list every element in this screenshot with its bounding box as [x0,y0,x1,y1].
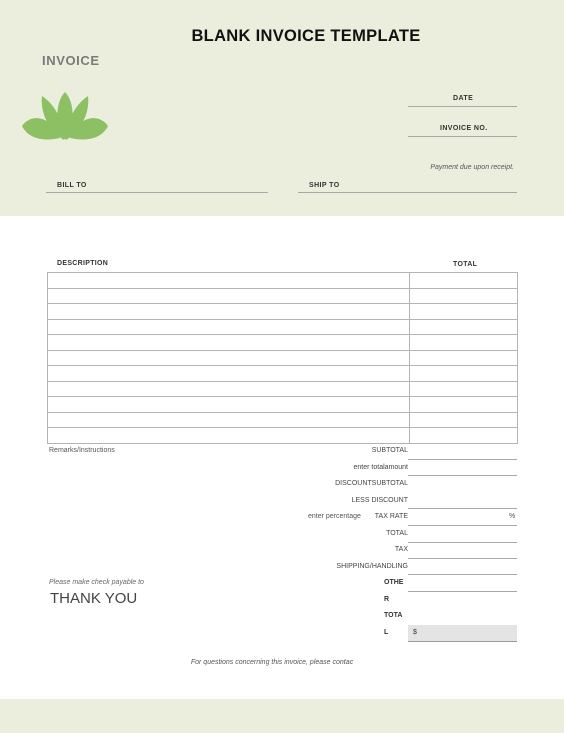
description-cell[interactable] [48,288,410,304]
grand-total-field[interactable] [408,625,517,642]
total-cell[interactable] [410,273,518,289]
footer-note: For questions concerning this invoice, please contac [190,659,354,666]
currency-symbol: $ [413,629,417,636]
description-cell[interactable] [48,350,410,366]
less-discount-label: LESS DISCOUNT [351,497,408,504]
description-header: DESCRIPTION [57,260,109,267]
tax-rate-label: TAX RATE [374,513,408,520]
line-items-table [47,272,518,444]
table-row [48,366,518,382]
remarks-label: Remarks/Instructions [49,447,115,454]
description-cell[interactable] [48,412,410,428]
total-cell[interactable] [410,397,518,413]
description-cell[interactable] [48,381,410,397]
bill-to-field[interactable] [46,192,268,193]
total-label: TOTAL [386,530,408,537]
date-field[interactable] [408,106,517,107]
bill-to-label: BILL TO [57,182,87,189]
shipping-label: SHIPPING/HANDLING [336,563,408,570]
shipping-field[interactable] [408,574,517,575]
discount-subtotal-field[interactable] [408,475,517,476]
table-row [48,350,518,366]
grand-total-label-line1: TOTA [384,612,403,619]
description-cell[interactable] [48,397,410,413]
less-discount-field[interactable] [408,508,517,509]
total-cell[interactable] [410,350,518,366]
grand-total-label-line2: L [384,629,389,636]
total-cell[interactable] [410,335,518,351]
enter-percentage-hint: enter percentage [308,513,361,520]
table-row [48,304,518,320]
total-cell[interactable] [410,428,518,444]
table-row [48,273,518,289]
total-cell[interactable] [410,319,518,335]
table-row [48,319,518,335]
table-row [48,412,518,428]
description-cell[interactable] [48,335,410,351]
table-row [48,335,518,351]
table-row [48,428,518,444]
payable-note: Please make check payable to [49,579,144,586]
document-title: BLANK INVOICE TEMPLATE [191,27,421,45]
table-row [48,397,518,413]
other-label-line2: R [384,596,390,603]
subtotal-label: SUBTOTAL [371,447,408,454]
description-cell[interactable] [48,428,410,444]
total-cell[interactable] [410,412,518,428]
total-header: TOTAL [453,261,478,268]
other-field[interactable] [408,591,517,592]
lotus-icon [20,90,110,149]
total-cell[interactable] [410,366,518,382]
total-field[interactable] [408,542,517,543]
payment-note: Payment due upon receipt. [430,164,514,171]
other-label-line1: OTHE [384,579,404,586]
description-cell[interactable] [48,319,410,335]
tax-field[interactable] [408,558,517,559]
description-cell[interactable] [48,366,410,382]
tax-rate-field[interactable] [408,525,517,526]
invoice-no-field[interactable] [408,136,517,137]
total-cell[interactable] [410,381,518,397]
description-cell[interactable] [48,304,410,320]
date-label: DATE [453,95,474,102]
table-row [48,381,518,397]
table-row [48,288,518,304]
invoice-label: INVOICE [42,53,100,68]
tax-label: TAX [394,546,408,553]
total-cell[interactable] [410,288,518,304]
ship-to-field[interactable] [298,192,517,193]
enter-total-amount-hint: enter totalamount [353,464,408,471]
description-cell[interactable] [48,273,410,289]
total-cell[interactable] [410,304,518,320]
ship-to-label: SHIP TO [309,182,340,189]
invoice-no-label: INVOICE NO. [440,125,488,132]
footer-band [0,699,564,733]
discount-subtotal-label: DISCOUNTSUBTOTAL [335,480,408,487]
percent-sign: % [509,513,516,520]
subtotal-field[interactable] [408,459,517,460]
thank-you-text: THANK YOU [50,590,138,607]
